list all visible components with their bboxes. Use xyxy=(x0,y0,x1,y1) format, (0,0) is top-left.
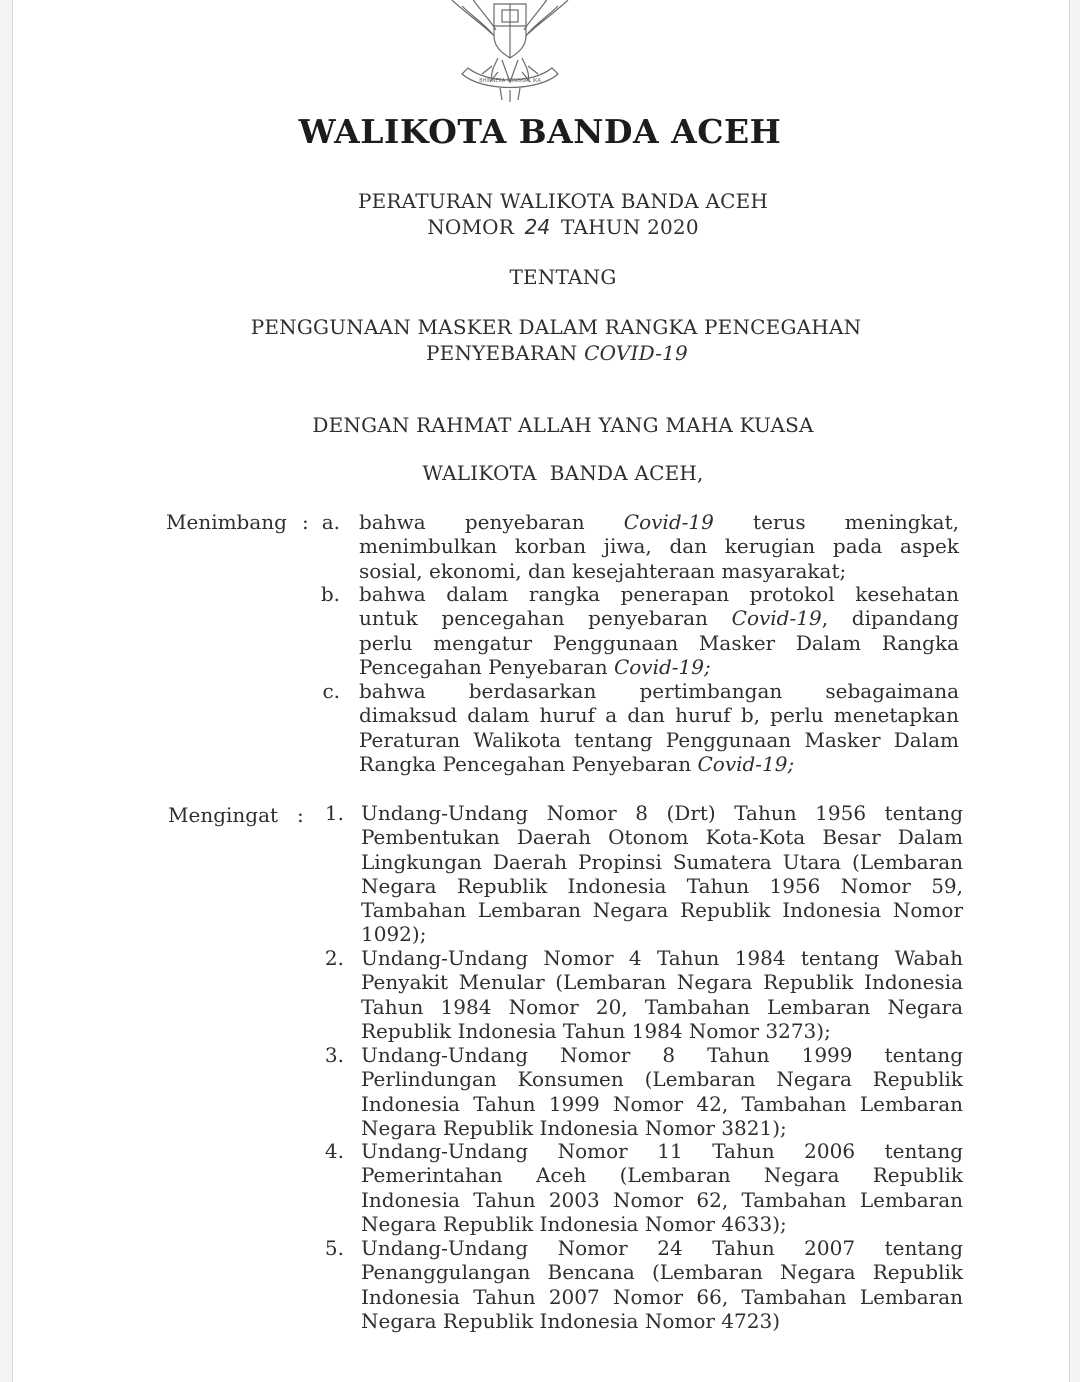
text-line: Penyakit Menular (Lembaran Negara Republik Indonesia xyxy=(361,970,963,995)
subject-line-1: PENGGUNAAN MASKER DALAM RANGKA PENCEGAHAN xyxy=(250,315,862,339)
document-title: WALIKOTA BANDA ACEH xyxy=(298,112,782,151)
text-line: Negara Republik Indonesia Nomor 4633); xyxy=(361,1211,787,1236)
mengingat-item-marker: 3. xyxy=(324,1043,344,1067)
text-line: dimaksud dalam huruf a dan huruf b, perlu menetapkan xyxy=(359,703,959,728)
svg-text:BHINNEKA TUNGGAL IKA: BHINNEKA TUNGGAL IKA xyxy=(479,78,541,84)
text-line: Negara Republik Indonesia Tahun 1956 Nomor 59, xyxy=(361,873,963,898)
mayor-line: WALIKOTA BANDA ACEH, xyxy=(422,461,704,485)
text-line: Undang-Undang Nomor 24 Tahun 2007 tentang xyxy=(361,1236,963,1260)
subject-line-2 xyxy=(0,340,1080,366)
text-line: Negara Republik Indonesia Nomor 4723) xyxy=(361,1308,781,1333)
mengingat-item-text xyxy=(361,801,963,947)
text-line: Undang-Undang Nomor 8 Tahun 1999 tentang xyxy=(361,1043,963,1067)
text-line: perlu mengatur Penggunaan Masker Dalam Rangka xyxy=(359,630,959,655)
garuda-pancasila-emblem-icon xyxy=(432,0,588,108)
text-line: Tambahan Lembaran Negara Republik Indonesia Nomor xyxy=(361,898,963,923)
menimbang-label: Menimbang xyxy=(166,510,287,534)
about-heading: TENTANG xyxy=(509,265,617,289)
mengingat-item-text xyxy=(361,1139,963,1236)
menimbang-item-marker: a. xyxy=(321,510,340,534)
number-value: 24 xyxy=(524,215,551,239)
text-line: Indonesia Tahun 2007 Nomor 66, Tambahan Lembaran xyxy=(361,1284,963,1309)
mengingat-item-text xyxy=(361,1043,963,1140)
menimbang-item-marker: c. xyxy=(322,679,340,703)
text-line: Pemerintahan Aceh (Lembaran Negara Republik xyxy=(361,1163,963,1188)
text-line: Peraturan Walikota tentang Penggunaan Masker Dalam xyxy=(359,727,959,752)
text-line: Undang-Undang Nomor 4 Tahun 1984 tentang Wabah xyxy=(361,946,963,970)
regulation-number-line xyxy=(0,214,1080,240)
mengingat-item-marker: 4. xyxy=(324,1139,344,1163)
text-line: Rangka Pencegahan Penyebaran Covid-19; xyxy=(359,751,795,776)
subject-italic: COVID-19 xyxy=(584,341,688,365)
mengingat-item-marker: 1. xyxy=(324,801,344,825)
mengingat-item-marker: 2. xyxy=(324,946,344,970)
text-line: sosial, ekonomi, dan kesejahteraan masyarakat; xyxy=(359,558,847,583)
number-prefix: NOMOR xyxy=(427,215,515,239)
mengingat-item-text xyxy=(361,1236,963,1333)
mengingat-item-text xyxy=(361,946,963,1043)
menimbang-colon: : xyxy=(302,510,309,534)
text-line: untuk pencegahan penyebaran Covid-19, dipandang xyxy=(359,606,959,631)
text-line: Undang-Undang Nomor 11 Tahun 2006 tentang xyxy=(361,1139,963,1163)
text-line: Negara Republik Indonesia Nomor 3821); xyxy=(361,1115,787,1140)
text-line: Undang-Undang Nomor 8 (Drt) Tahun 1956 tentang xyxy=(361,801,963,825)
text-line: 1092); xyxy=(361,922,427,947)
text-line: menimbulkan korban jiwa, dan kerugian pada aspek xyxy=(359,534,959,559)
menimbang-item-text xyxy=(359,510,959,583)
mengingat-colon: : xyxy=(297,803,304,827)
text-line: bahwa dalam rangka penerapan protokol kesehatan xyxy=(359,582,959,606)
text-line: Indonesia Tahun 2003 Nomor 62, Tambahan Lembaran xyxy=(361,1187,963,1212)
text-line: bahwa penyebaran Covid-19 terus meningkat, xyxy=(359,510,959,534)
text-line: Tahun 1984 Nomor 20, Tambahan Lembaran Negara xyxy=(361,994,963,1019)
mengingat-label: Mengingat xyxy=(168,803,279,827)
text-line: Perlindungan Konsumen (Lembaran Negara Republik xyxy=(361,1067,963,1092)
number-suffix: TAHUN 2020 xyxy=(561,215,699,239)
subject-prefix: PENYEBARAN xyxy=(426,341,578,365)
regulation-line: PERATURAN WALIKOTA BANDA ACEH xyxy=(357,189,769,213)
mengingat-item-marker: 5. xyxy=(324,1236,344,1260)
menimbang-item-text xyxy=(359,679,959,776)
text-line: bahwa berdasarkan pertimbangan sebagaimana xyxy=(359,679,959,703)
text-line: Lingkungan Daerah Propinsi Sumatera Utara (Lembaran xyxy=(361,849,963,874)
blessing-line: DENGAN RAHMAT ALLAH YANG MAHA KUASA xyxy=(312,413,814,437)
text-line: Indonesia Tahun 1999 Nomor 42, Tambahan Lembaran xyxy=(361,1091,963,1116)
text-line: Penanggulangan Bencana (Lembaran Negara Republik xyxy=(361,1260,963,1285)
text-line: Pembentukan Daerah Otonom Kota-Kota Besar Dalam xyxy=(361,825,963,850)
text-line: Pencegahan Penyebaran Covid-19; xyxy=(359,654,711,679)
menimbang-item-text xyxy=(359,582,959,679)
menimbang-item-marker: b. xyxy=(320,582,340,606)
text-line: Republik Indonesia Tahun 1984 Nomor 3273); xyxy=(361,1018,831,1043)
